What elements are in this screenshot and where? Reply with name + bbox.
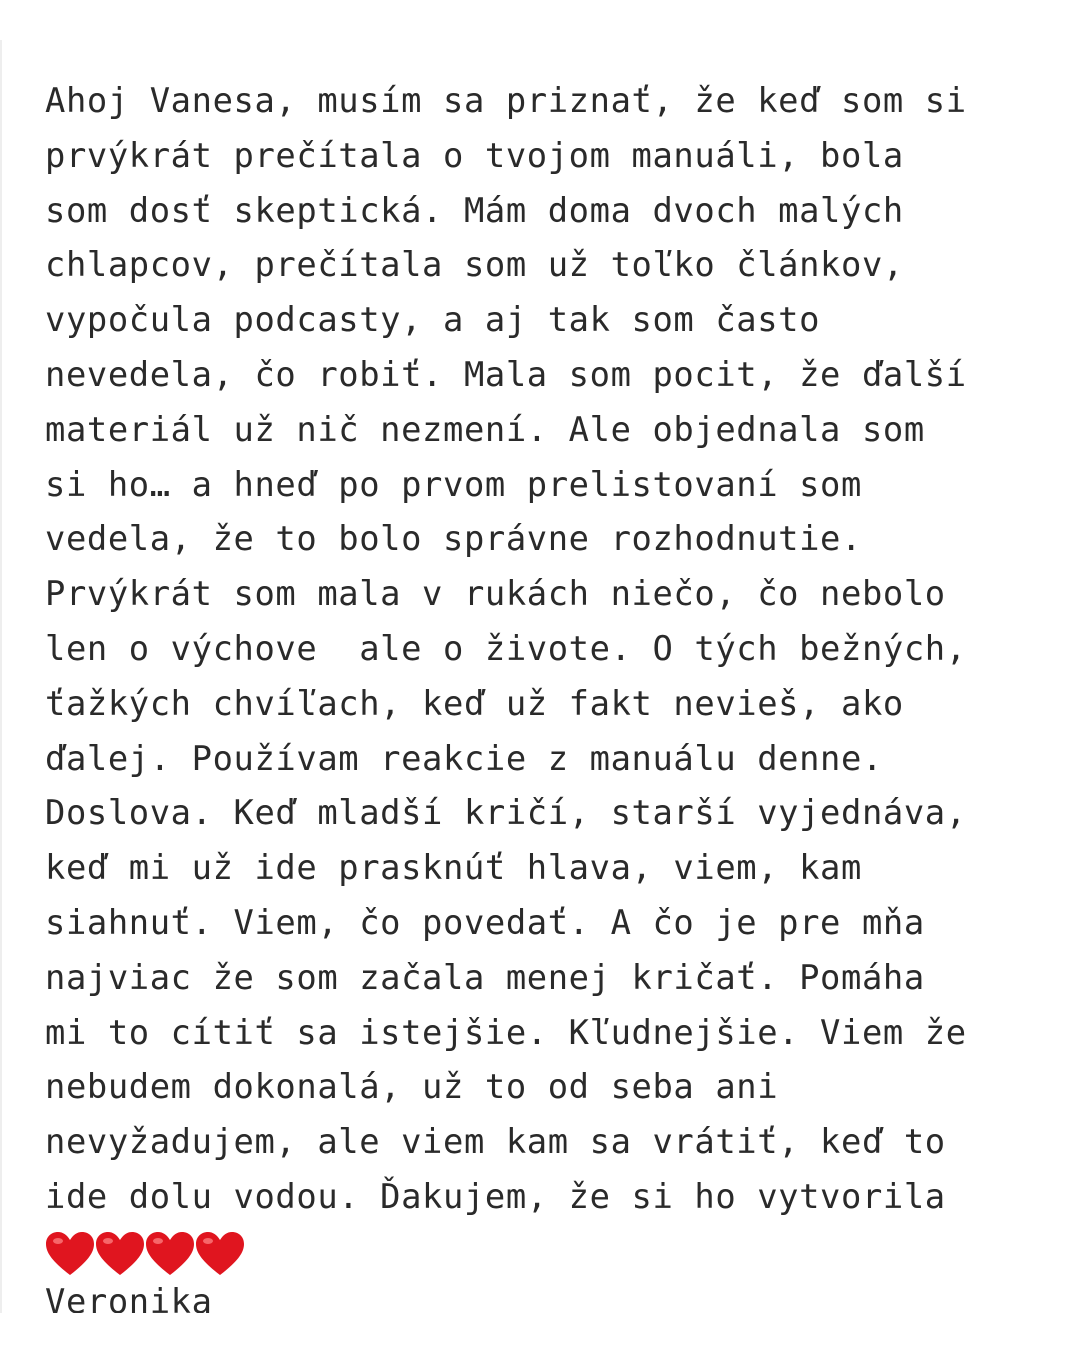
hearts-row — [45, 1227, 1055, 1281]
message-line: Ahoj Vanesa, musím sa priznať, že keď som si — [45, 81, 967, 120]
message-line: Doslova. Keď mladší kričí, starší vyjednáva, — [45, 793, 967, 833]
message-line: najviac že som začala menej kričať. Pomáha — [45, 957, 925, 997]
signature: Veronika — [45, 1281, 213, 1313]
message-line: len o výchove ale o živote. O tých bežných, — [45, 628, 967, 668]
message-line: Prvýkrát som mala v rukách niečo, čo nebolo — [45, 574, 946, 614]
message-line: nebudem dokonalá, už to od seba ani — [45, 1067, 779, 1107]
message-line: prvýkrát prečítala o tvojom manuáli, bola — [45, 135, 904, 175]
message-line: si ho… a hneď po prvom prelistovaní som — [45, 464, 862, 504]
message-line: nevyžadujem, ale viem kam sa vrátiť, keď to — [45, 1122, 946, 1162]
message-line: ďalej. Používam reakcie z manuálu denne. — [45, 738, 883, 778]
red-heart-icon — [95, 1231, 145, 1277]
message-line: chlapcov, prečítala som už toľko článkov, — [45, 245, 904, 285]
message-line: materiál už nič nezmení. Ale objednala som — [45, 409, 925, 449]
red-heart-icon — [195, 1231, 245, 1277]
red-heart-icon — [145, 1231, 195, 1277]
message-line: keď mi už ide prasknúť hlava, viem, kam — [45, 848, 862, 888]
message-line: vypočula podcasty, a aj tak som často — [45, 300, 821, 340]
message-line: ide dolu vodou. Ďakujem, že si ho vytvorila — [45, 1176, 946, 1216]
message-line: som dosť skeptická. Mám doma dvoch malých — [45, 190, 904, 230]
message-line: nevedela, čo robiť. Mala som pocit, že ďalší — [45, 354, 967, 394]
message-body — [45, 74, 1055, 1313]
red-heart-icon — [45, 1231, 95, 1277]
message-line: vedela, že to bolo správne rozhodnutie. — [45, 519, 862, 559]
screenshot-frame — [0, 40, 1080, 1313]
message-line: ťažkých chvíľach, keď už fakt nevieš, ako — [45, 683, 904, 723]
message-line: mi to cítiť sa istejšie. Kľudnejšie. Viem že — [45, 1012, 967, 1052]
message-line: siahnuť. Viem, čo povedať. A čo je pre mňa — [45, 902, 925, 942]
